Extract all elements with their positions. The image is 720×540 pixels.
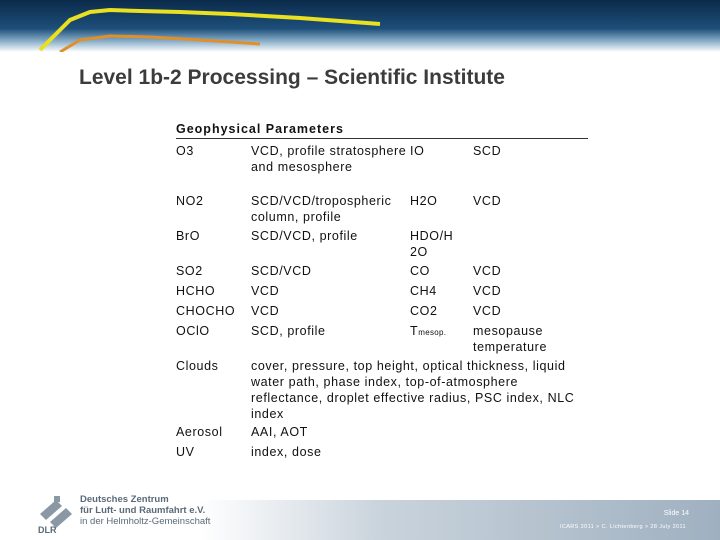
parameter-product: SCD/VCD/tropospheric column, profile [251,194,392,224]
parameter-subscript: mesop. [418,328,447,337]
satellite-data-graphic-icon [0,0,720,52]
parameter-name: Clouds [176,359,219,373]
parameter-product: SCD/VCD [251,264,312,278]
parameter-name: CH4 [410,284,437,298]
parameter-product: SCD, profile [251,324,326,338]
parameter-name: BrO [176,229,201,243]
logo-abbr: DLR [38,525,57,534]
table-heading: Geophysical Parameters [176,122,588,139]
parameter-product: VCD [251,284,280,298]
parameter-name: Aerosol [176,425,223,439]
parameter-product: SCD/VCD, profile [251,229,358,243]
parameter-name: O3 [176,144,194,158]
parameter-product: SCD [473,144,502,158]
slide-number: Slide 14 [663,510,689,517]
parameter-product: VCD [473,284,502,298]
footer-bar [200,500,720,540]
parameter-product: cover, pressure, top height, optical thickness, liquid water path, phase index, top-of-atmosphere reflectance, droplet effective radius, PSC index, NLC index [251,359,575,421]
parameter-product: VCD [473,194,502,208]
parameter-name: CHOCHO [176,304,236,318]
parameter-name: OClO [176,324,210,338]
parameter-name [410,323,446,341]
logo-line: Deutsches Zentrum [80,494,169,505]
parameter-product: index, dose [251,445,322,459]
parameter-product: VCD [251,304,280,318]
parameter-name: UV [176,445,195,459]
parameter-product: mesopause temperature [473,324,547,354]
page-title: Level 1b-2 Processing – Scientific Institute [79,66,505,89]
parameter-name: IO [410,144,425,158]
parameter-product: VCD [473,264,502,278]
parameter-name: HDO/H 2O [410,229,454,259]
parameter-name: HCHO [176,284,216,298]
parameter-name: SO2 [176,264,203,278]
parameters-table [176,122,588,459]
parameter-product: VCD [473,304,502,318]
logo-line: für Luft- und Raumfahrt e.V. [80,505,206,516]
parameter-name: H2O [410,194,438,208]
footer-note: ICARS 2011 > C. Lichtenberg > 28 July 2011 [559,524,686,530]
parameter-symbol: T [410,324,419,338]
header-banner [0,0,720,52]
parameter-name: NO2 [176,194,204,208]
parameter-product: VCD, profile stratosphere and mesosphere [251,144,407,174]
parameter-product: AAI, AOT [251,425,308,439]
dlr-logo-icon [36,492,76,534]
parameter-name: CO2 [410,304,438,318]
parameter-name: CO [410,264,430,278]
logo-text [80,494,210,527]
logo-line: in der Helmholtz-Gemeinschaft [80,516,211,527]
